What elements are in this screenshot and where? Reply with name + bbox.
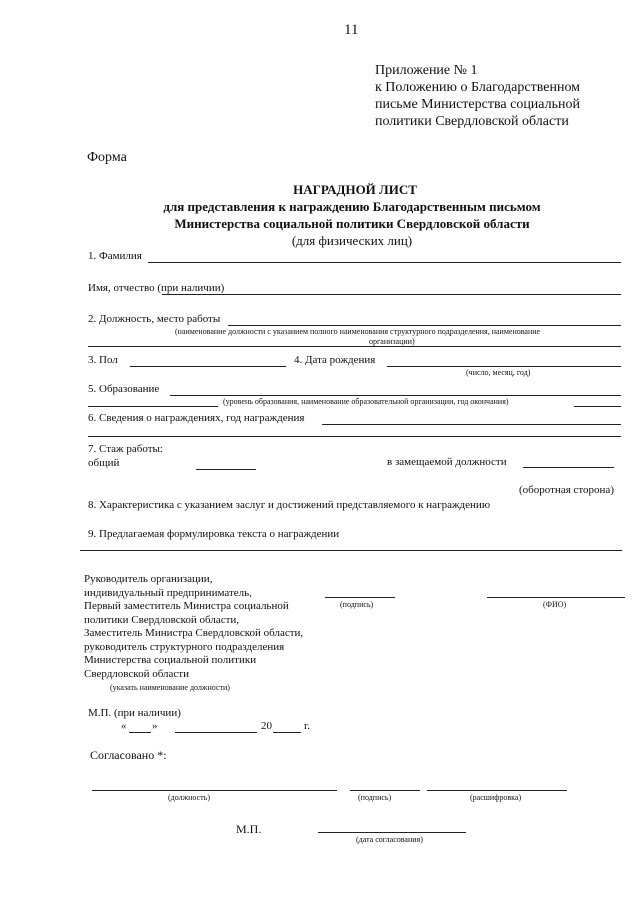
form-label: Форма — [87, 150, 127, 165]
appendix-line-1: Приложение № 1 — [375, 63, 478, 78]
field-experience-label: 7. Стаж работы: — [88, 443, 163, 455]
field-awards-line-2[interactable] — [88, 436, 621, 437]
agreed-decoding-line[interactable] — [427, 790, 567, 791]
position-hint-1: (наименование должности с указанием полного наименования структурного подразделения, наименование — [175, 327, 541, 336]
signatory-line-7: Министерства социальной политики — [84, 654, 257, 666]
date-year-prefix: 20 — [261, 720, 272, 732]
field-wording-line[interactable] — [80, 550, 622, 551]
field-education-line-2b[interactable] — [574, 406, 621, 407]
date-year-line[interactable] — [273, 732, 301, 733]
appendix-line-4: политики Свердловской области — [375, 114, 569, 129]
appendix-line-2: к Положению о Благодарственном — [375, 80, 581, 95]
education-hint: (уровень образования, наименование образовательной организации, год окончания) — [223, 397, 509, 406]
field-name-label: Имя, отчество (при наличии) — [88, 282, 225, 294]
field-surname-label: 1. Фамилия — [88, 250, 142, 262]
agreed-date-line[interactable] — [318, 832, 466, 833]
field-surname-line[interactable] — [148, 262, 621, 263]
signatory-signature-hint: (подпись) — [340, 600, 374, 609]
field-position-label: 2. Должность, место работы — [88, 313, 221, 325]
field-education-line[interactable] — [170, 395, 621, 396]
field-position-line-2[interactable] — [88, 346, 621, 347]
stamp-label: М.П. (при наличии) — [88, 707, 181, 719]
agreed-date-hint: (дата согласования) — [356, 835, 423, 844]
signatory-line-4: политики Свердловской области, — [84, 614, 240, 626]
field-sex-line[interactable] — [130, 366, 286, 367]
page-number: 11 — [344, 22, 359, 38]
date-year-suffix: г. — [304, 720, 311, 732]
field-general-label: общий — [88, 457, 120, 469]
field-awards-line[interactable] — [322, 424, 621, 425]
agreed-signature-hint: (подпись) — [358, 793, 392, 802]
agreed-stamp-label: М.П. — [236, 822, 262, 836]
title-sub-2: Министерства социальной политики Свердловской области — [174, 216, 530, 231]
agreed-position-line[interactable] — [92, 790, 337, 791]
field-name-line[interactable] — [162, 294, 621, 295]
signatory-fio-line[interactable] — [487, 597, 625, 598]
signatory-signature-line[interactable] — [325, 597, 395, 598]
field-birthdate-label: 4. Дата рождения — [294, 354, 376, 366]
field-sex-label: 3. Пол — [88, 354, 118, 366]
signatory-position-hint: (указать наименование должности) — [110, 683, 230, 692]
field-education-line-2a[interactable] — [88, 406, 218, 407]
title-sub-3: (для физических лиц) — [291, 233, 413, 248]
date-quote-open: « — [121, 720, 127, 732]
signatory-line-3: Первый заместитель Министра социальной — [84, 600, 289, 612]
date-day-line[interactable] — [129, 732, 151, 733]
field-birthdate-line[interactable] — [387, 366, 621, 367]
agreed-position-hint: (должность) — [168, 793, 210, 802]
signatory-line-2: индивидуальный предприниматель, — [84, 587, 252, 599]
title-sub-1: для представления к награждению Благодарственным письмом — [163, 199, 541, 214]
signatory-line-8: Свердловской области — [84, 668, 189, 680]
field-in-position-line[interactable] — [523, 467, 614, 468]
signatory-line-1: Руководитель организации, — [84, 573, 213, 585]
field-characteristic-label: 8. Характеристика с указанием заслуг и достижений представляемого к награждению — [88, 499, 491, 511]
date-quote-close: » — [152, 720, 158, 732]
birthdate-hint: (число, месяц, год) — [466, 368, 531, 377]
reverse-side-note: (оборотная сторона) — [519, 484, 614, 496]
date-month-line[interactable] — [175, 732, 257, 733]
position-hint-2: организации) — [369, 337, 415, 346]
appendix-line-3: письме Министерства социальной — [375, 97, 580, 112]
field-wording-label: 9. Предлагаемая формулировка текста о награждении — [88, 528, 340, 540]
field-general-line[interactable] — [196, 469, 256, 470]
field-awards-label: 6. Сведения о награждениях, год награждения — [88, 412, 305, 424]
signatory-fio-hint: (ФИО) — [543, 600, 567, 609]
signatory-line-6: руководитель структурного подразделения — [84, 641, 285, 653]
signatory-line-5: Заместитель Министра Свердловской области, — [84, 627, 304, 639]
field-in-position-label: в замещаемой должности — [387, 456, 507, 468]
agreed-decoding-hint: (расшифровка) — [470, 793, 522, 802]
field-position-line[interactable] — [228, 325, 621, 326]
agreed-label: Согласовано *: — [90, 748, 167, 762]
agreed-signature-line[interactable] — [350, 790, 420, 791]
title-main: НАГРАДНОЙ ЛИСТ — [293, 182, 417, 197]
field-education-label: 5. Образование — [88, 383, 160, 395]
